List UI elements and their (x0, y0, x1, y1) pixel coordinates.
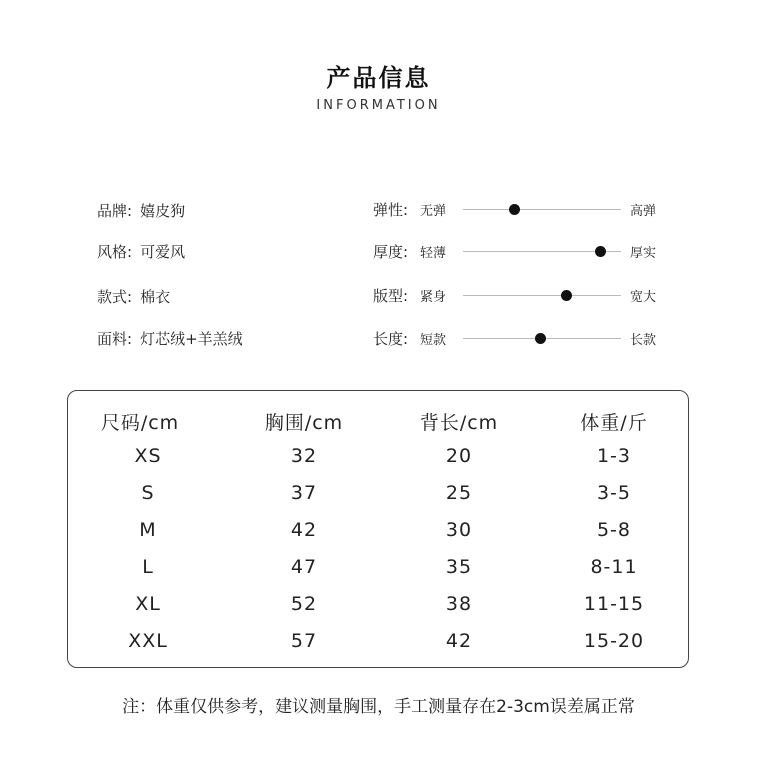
attribute-low-label: 短款 (420, 333, 447, 348)
table-cell: 52 (290, 593, 318, 615)
info-brand (97, 200, 185, 221)
info-label: 风格: (97, 243, 133, 261)
info-label: 品牌: (97, 202, 133, 220)
attribute-track (463, 209, 621, 210)
attribute-label: 长度: (373, 330, 409, 348)
page-subtitle: INFORMATION (316, 98, 441, 113)
info-value: 灯芯绒+羊羔绒 (140, 330, 243, 348)
info-fabric (97, 328, 243, 349)
table-cell: 15-20 (583, 630, 645, 652)
attribute-elasticity (373, 199, 673, 219)
attribute-indicator (595, 246, 606, 257)
measurement-note: 注：体重仅供参考，建议测量胸围，手工测量存在2-3cm误差属正常 (122, 697, 635, 717)
attribute-high-label: 厚实 (630, 246, 657, 261)
table-cell: 1-3 (596, 445, 632, 467)
table-cell: 47 (290, 556, 318, 578)
table-cell: 8-11 (590, 556, 638, 578)
info-style (97, 241, 185, 262)
table-header-chest: 胸围/cm (264, 412, 344, 434)
info-value: 棉衣 (140, 288, 171, 306)
attribute-label: 弹性: (373, 201, 409, 219)
info-value: 可爱风 (140, 243, 186, 261)
table-cell: S (141, 482, 155, 504)
attribute-label: 厚度: (373, 243, 409, 261)
attribute-indicator (509, 204, 520, 215)
info-type (97, 286, 170, 307)
table-header-size: 尺码/cm (100, 412, 180, 434)
attribute-high-label: 高弹 (630, 204, 657, 219)
table-cell: 32 (290, 445, 318, 467)
table-cell: XXL (128, 630, 168, 652)
attribute-track (463, 338, 621, 339)
attribute-track (463, 295, 621, 296)
table-cell: L (142, 556, 154, 578)
table-cell: 42 (445, 630, 473, 652)
table-cell: 20 (445, 445, 473, 467)
table-cell: 5-8 (596, 519, 632, 541)
size-table (67, 390, 689, 668)
info-label: 款式: (97, 288, 133, 306)
table-cell: 37 (290, 482, 318, 504)
table-cell: 57 (290, 630, 318, 652)
table-cell: 25 (445, 482, 473, 504)
page-title: 产品信息 (326, 64, 431, 92)
table-cell: 42 (290, 519, 318, 541)
attribute-fit (373, 285, 673, 305)
attribute-label: 版型: (373, 287, 409, 305)
attribute-length (373, 328, 673, 348)
attribute-high-label: 长款 (630, 333, 657, 348)
attribute-low-label: 紧身 (420, 290, 447, 305)
table-cell: M (139, 519, 157, 541)
info-label: 面料: (97, 330, 133, 348)
table-cell: 11-15 (583, 593, 645, 615)
attribute-indicator (561, 290, 572, 301)
table-cell: 38 (445, 593, 473, 615)
attribute-thickness (373, 241, 673, 261)
info-value: 嬉皮狗 (140, 202, 186, 220)
table-cell: 30 (445, 519, 473, 541)
table-cell: XS (134, 445, 162, 467)
table-header-back-length: 背长/cm (419, 412, 499, 434)
attribute-track (463, 251, 621, 252)
attribute-low-label: 轻薄 (420, 246, 447, 261)
table-cell: 35 (445, 556, 473, 578)
attribute-high-label: 宽大 (630, 290, 657, 305)
table-header-weight: 体重/斤 (580, 412, 648, 434)
table-cell: XL (135, 593, 161, 615)
table-cell: 3-5 (596, 482, 632, 504)
attribute-indicator (535, 333, 546, 344)
attribute-low-label: 无弹 (420, 204, 447, 219)
